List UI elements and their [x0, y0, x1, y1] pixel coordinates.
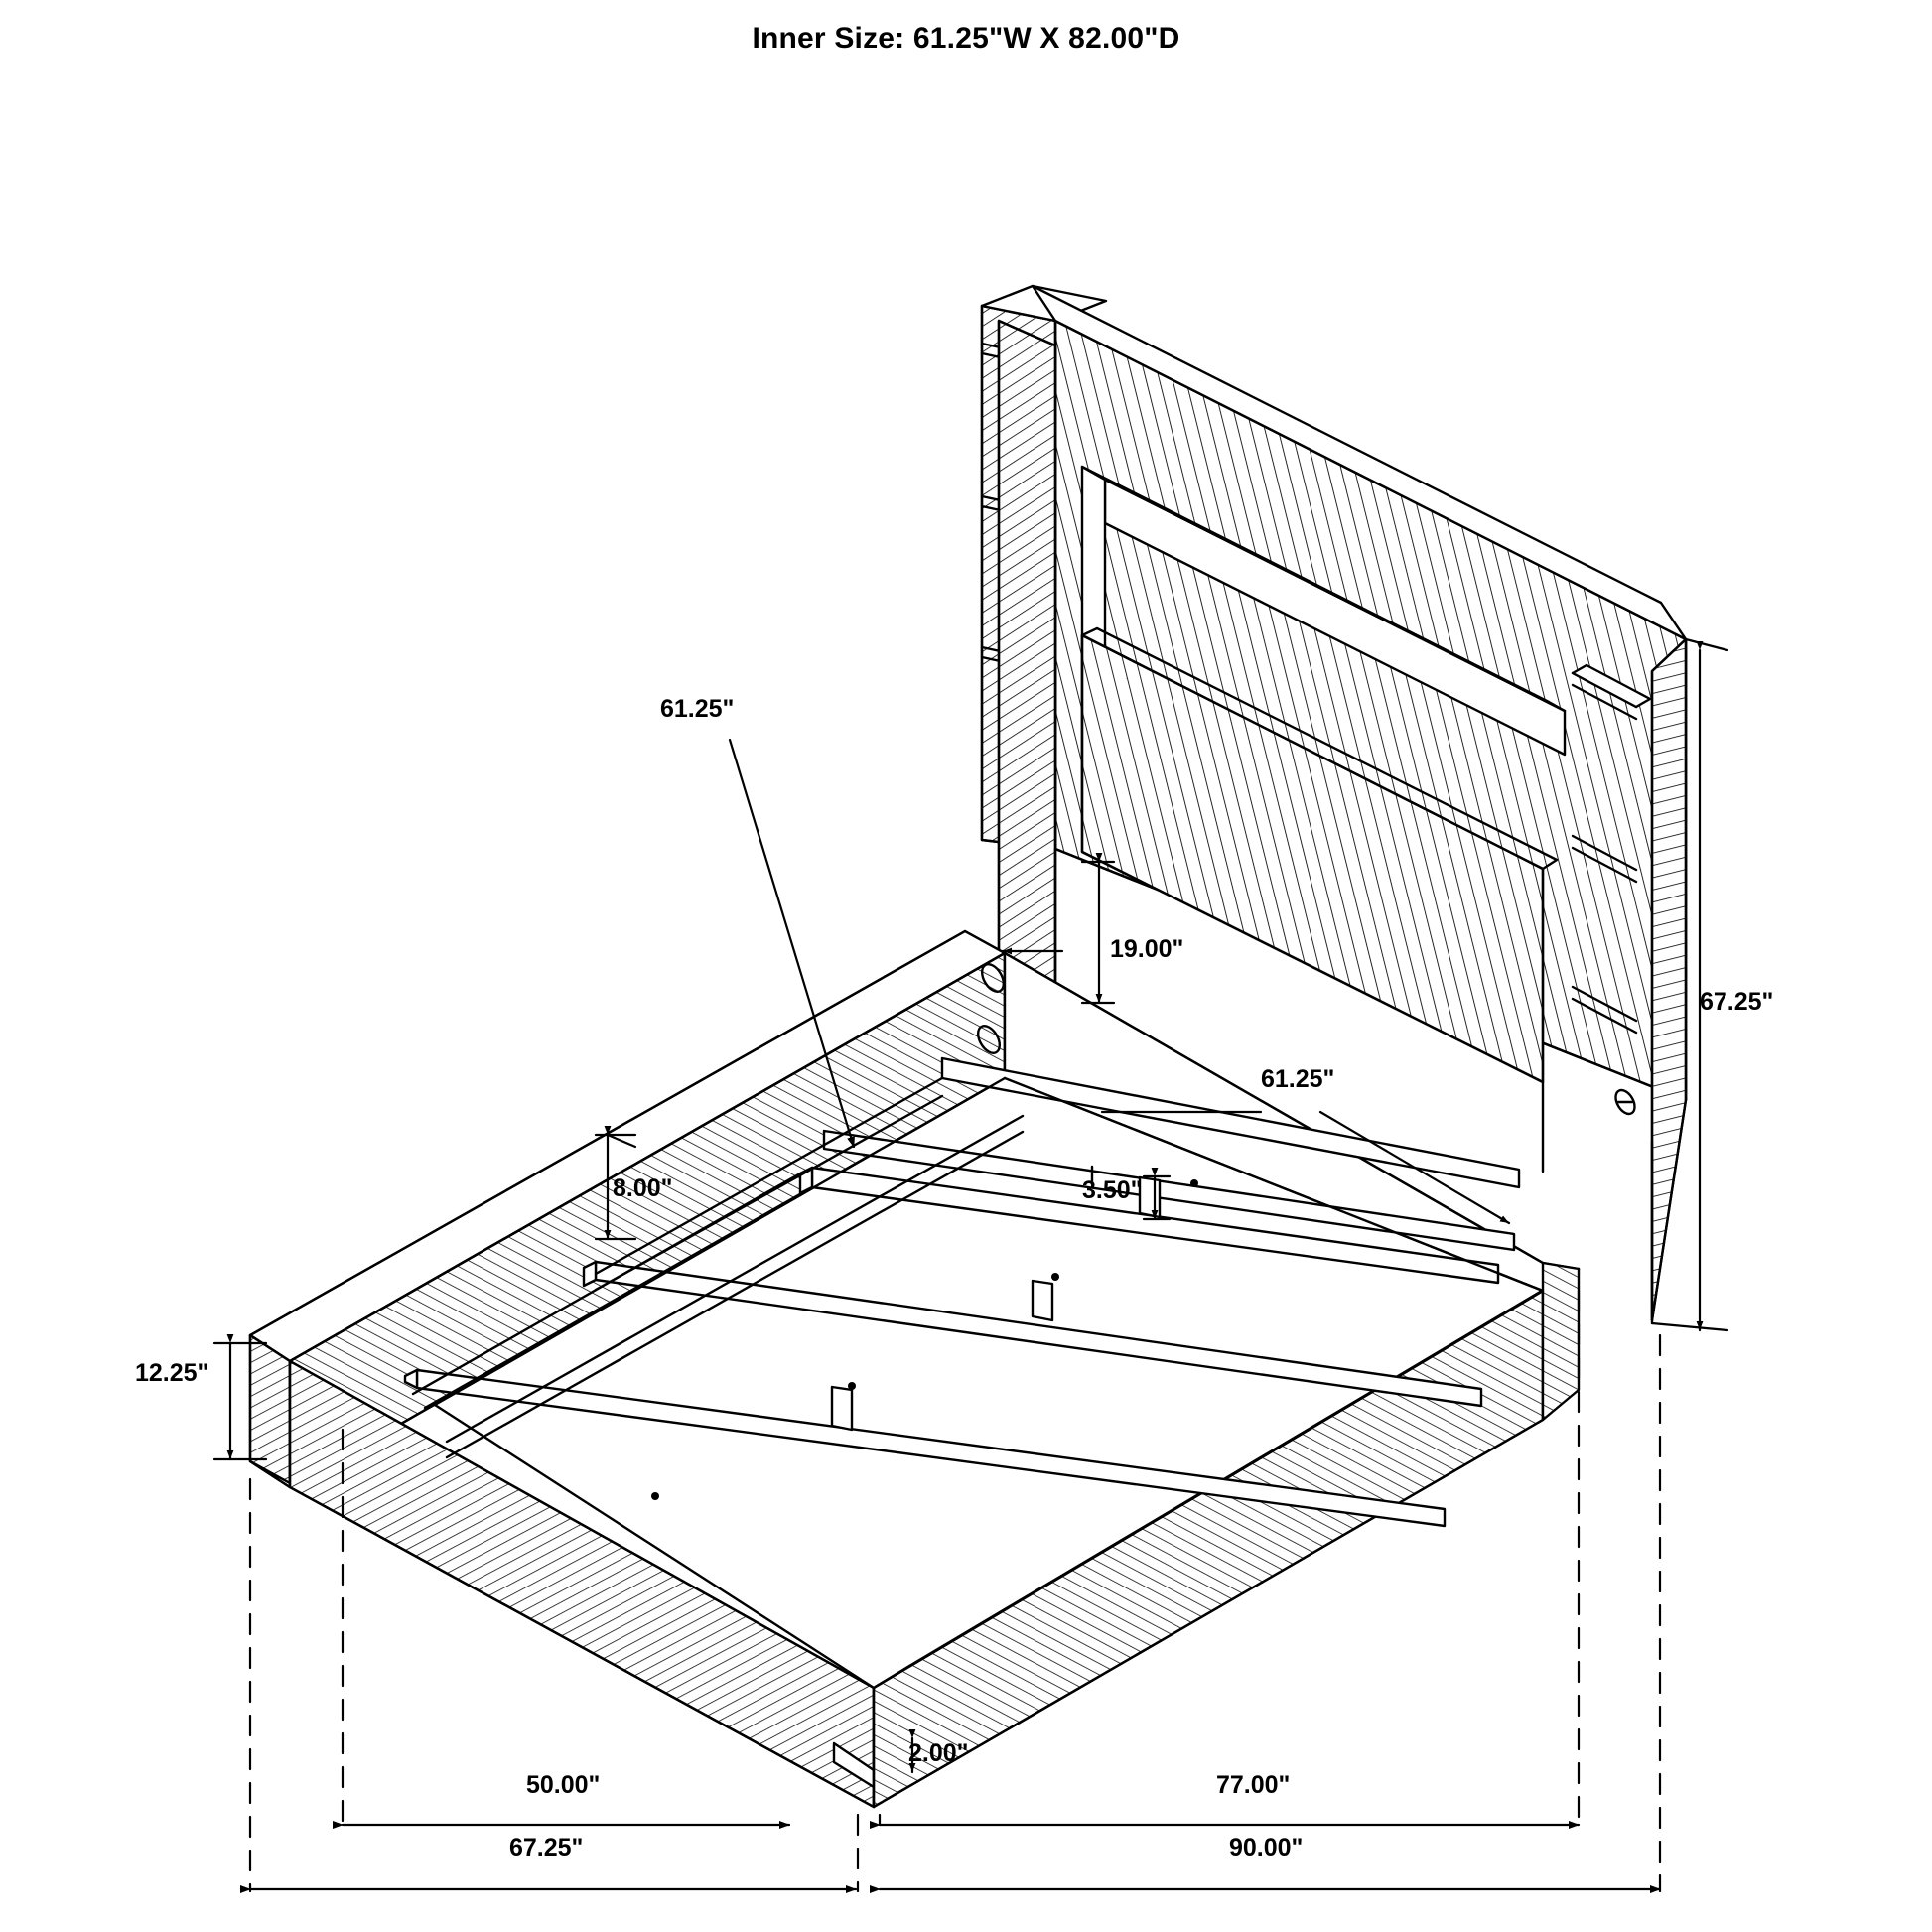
dimension-label-mattress-support-width: 61.25" — [1261, 1065, 1335, 1093]
right-side-rail — [874, 1269, 1579, 1807]
headboard-left-edge-column — [999, 321, 1055, 1023]
dimension-label-overall-width: 67.25" — [509, 1834, 584, 1862]
dimension-label-inner-side-span: 50.00" — [526, 1771, 601, 1799]
dimension-label-inner-depth-span: 77.00" — [1216, 1771, 1291, 1799]
dimension-label-rail-height: 12.25" — [135, 1359, 209, 1387]
page-title: Inner Size: 61.25"W X 82.00"D — [752, 22, 1180, 55]
dimension-label-center-support-thickness: 3.50" — [1082, 1176, 1143, 1204]
dimension-label-overall-depth: 90.00" — [1229, 1834, 1304, 1862]
dimension-label-headboard-panel-width: 61.25" — [660, 695, 735, 723]
dimension-label-footboard-rail-thickness: 2.00" — [908, 1739, 969, 1767]
dimension-label-overall-height: 67.25" — [1700, 988, 1774, 1016]
headboard-right-side-panel — [1652, 639, 1686, 1320]
dimension-label-lower-panel-height: 19.00" — [1110, 935, 1184, 963]
dimension-label-slat-height: 8.00" — [613, 1174, 673, 1202]
